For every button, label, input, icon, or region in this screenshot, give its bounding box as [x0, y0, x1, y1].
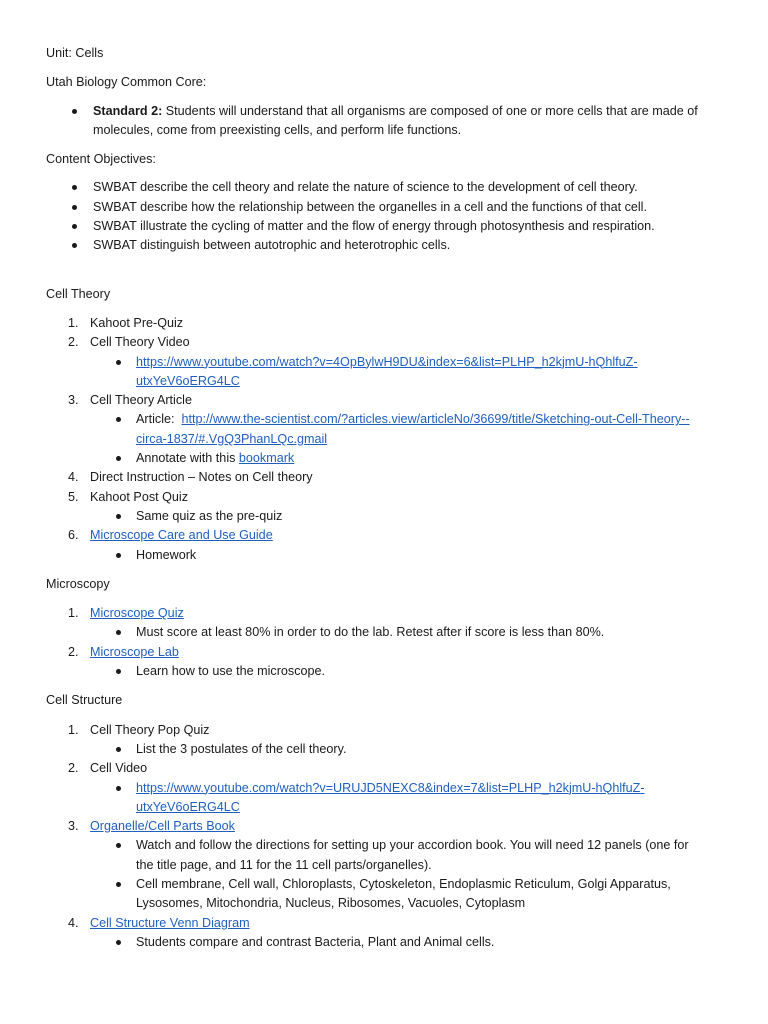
- list-item: 3. Cell Theory Article: [68, 393, 192, 408]
- sub-item: Learn how to use the microscope.: [46, 662, 736, 681]
- standard-label: Standard 2:: [93, 103, 163, 118]
- list-item: 2. Microscope Lab: [68, 644, 179, 659]
- document-page: [46, 44, 736, 952]
- objectives-heading: Content Objectives:: [46, 151, 156, 166]
- objective-item: SWBAT illustrate the cycling of matter and the flow of energy through photosynthesis and respiration.: [46, 217, 736, 236]
- venn-diagram-link[interactable]: Cell Structure Venn Diagram: [90, 915, 250, 930]
- objective-item: SWBAT describe the cell theory and relate the nature of science to the development of cell theory.: [46, 178, 736, 197]
- core-heading: Utah Biology Common Core:: [46, 74, 207, 89]
- sub-item: Students compare and contrast Bacteria, Plant and Animal cells.: [46, 933, 736, 952]
- sub-item: [46, 410, 736, 449]
- bookmark-link[interactable]: bookmark: [238, 451, 295, 466]
- article-label: Article:: [136, 412, 175, 427]
- annotate-text: Annotate with this: [136, 451, 239, 466]
- microscope-guide-link[interactable]: Microscope Care and Use Guide: [90, 528, 273, 543]
- sub-item: Watch and follow the directions for setting up your accordion book. You will need 12 panels (one for the title page, and 11 for the 11 cell parts/organelles).: [46, 836, 736, 875]
- sub-item: [46, 449, 736, 468]
- cell-theory-list: [46, 314, 736, 565]
- microscopy-heading: Microscopy: [46, 576, 110, 591]
- list-item: 2. Cell Video: [68, 761, 148, 776]
- list-item: 1. Microscope Quiz: [68, 606, 184, 621]
- organelle-book-link[interactable]: Organelle/Cell Parts Book: [90, 819, 235, 834]
- standard-text-2: molecules, come from preexisting cells, and perform life functions.: [93, 122, 462, 137]
- sub-item: [46, 779, 736, 818]
- cell-theory-video-link-cont[interactable]: utxYeV6oERG4LC: [136, 373, 240, 388]
- standard-item: [46, 102, 736, 141]
- list-item: 2. Cell Theory Video: [68, 335, 190, 350]
- article-link-cont[interactable]: circa-1837/#.VgQ3PhanLQc.gmail: [136, 431, 328, 446]
- list-item: 1. Cell Theory Pop Quiz: [68, 722, 210, 737]
- cell-video-link[interactable]: https://www.youtube.com/watch?v=URUJD5NEXC8&index=7&list=PLHP_h2kjmU-hQhlfuZ-: [136, 780, 645, 795]
- cell-structure-heading: Cell Structure: [46, 693, 123, 708]
- article-link[interactable]: http://www.the-scientist.com/?articles.view/articleNo/36699/title/Sketching-out-Cell-Theory--: [181, 412, 690, 427]
- list-item: 5. Kahoot Post Quiz: [68, 489, 189, 504]
- unit-title: Unit: Cells: [46, 46, 104, 60]
- list-item: 1. Kahoot Pre-Quiz: [68, 315, 184, 330]
- microscopy-list: [46, 604, 736, 681]
- standard-list: [46, 102, 736, 141]
- objectives-list: [46, 178, 736, 255]
- sub-item: Must score at least 80% in order to do the lab. Retest after if score is less than 80%.: [46, 623, 736, 642]
- microscope-quiz-link[interactable]: Microscope Quiz: [90, 606, 184, 621]
- sub-item: [46, 353, 736, 392]
- objective-item: SWBAT distinguish between autotrophic and heterotrophic cells.: [46, 236, 736, 255]
- sub-item: Cell membrane, Cell wall, Chloroplasts, Cytoskeleton, Endoplasmic Reticulum, Golgi Apparatus, Lysosomes, Mitochondria, Nucleus, Ribosomes, Vacuoles, Cytoplasm: [46, 875, 736, 914]
- cell-video-link-cont[interactable]: utxYeV6oERG4LC: [136, 799, 240, 814]
- cell-theory-video-link[interactable]: https://www.youtube.com/watch?v=4OpBylwH9DU&index=6&list=PLHP_h2kjmU-hQhlfuZ-: [136, 354, 638, 369]
- sub-item: Same quiz as the pre-quiz: [46, 507, 736, 526]
- cell-theory-heading: Cell Theory: [46, 286, 111, 301]
- cell-structure-list: [46, 721, 736, 953]
- list-item: 4. Cell Structure Venn Diagram: [68, 915, 250, 930]
- sub-item: List the 3 postulates of the cell theory.: [46, 740, 736, 759]
- microscope-lab-link[interactable]: Microscope Lab: [90, 644, 179, 659]
- list-item: 4. Direct Instruction – Notes on Cell theory: [68, 470, 313, 485]
- list-item: 3. Organelle/Cell Parts Book: [68, 819, 235, 834]
- objective-item: SWBAT describe how the relationship between the organelles in a cell and the functions of that cell.: [46, 198, 736, 217]
- list-item: 6. Microscope Care and Use Guide: [68, 528, 273, 543]
- sub-item: Homework: [46, 546, 736, 565]
- standard-text: Students will understand that all organisms are composed of one or more cells that are made of: [162, 103, 698, 118]
